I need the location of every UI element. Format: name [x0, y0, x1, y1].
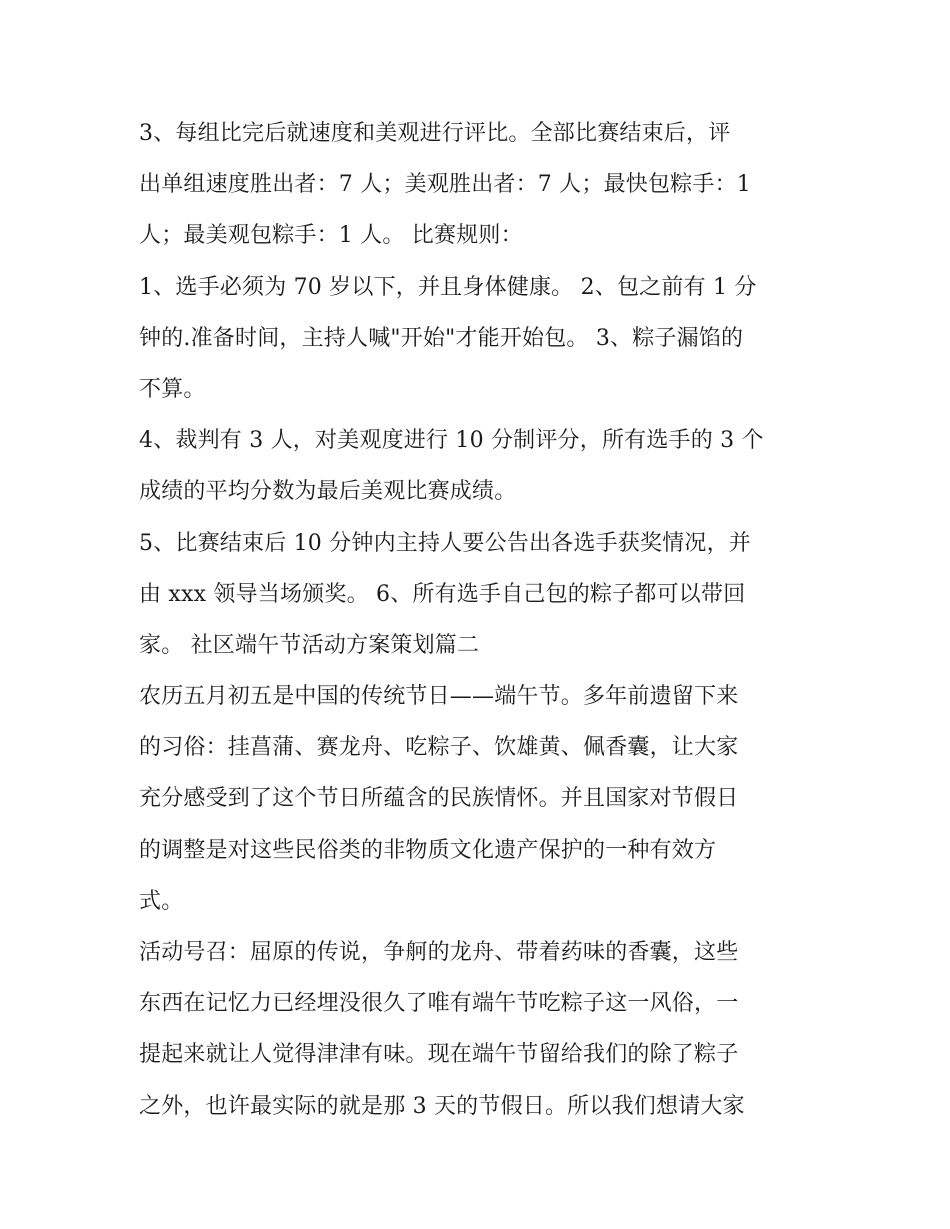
text-line: 由 xxx 领导当场颁奖。 6、所有选手自己包的粽子都可以带回 [139, 581, 746, 607]
text-line: 人；最美观包粽手：1 人。 比赛规则： [139, 223, 523, 249]
text-line: 的调整是对这些民俗类的非物质文化遗产保护的一种有效方 [139, 837, 717, 863]
text-line: 式。 [139, 888, 184, 914]
text-line: 钟的.准备时间，主持人喊"开始"才能开始包。 3、粽子漏馅的 [139, 325, 744, 351]
text-line: 出单组速度胜出者：7 人；美观胜出者：7 人；最快包粽手：1 [139, 172, 751, 198]
text-line: 农历五月初五是中国的传统节日——端午节。多年前遗留下来 [139, 684, 739, 710]
text-line: 成绩的平均分数为最后美观比赛成绩。 [139, 479, 517, 505]
text-line: 之外，也许最实际的就是那 3 天的节假日。所以我们想请大家 [139, 1093, 745, 1119]
text-line: 活动号召：屈原的传说，争舸的龙舟、带着药味的香囊，这些 [139, 940, 739, 965]
document-body [139, 108, 811, 1132]
text-line: 家。 社区端午节活动方案策划篇二 [139, 632, 480, 658]
text-line: 5、比赛结束后 10 分钟内主持人要公告出各选手获奖情况，并 [139, 530, 751, 556]
text-line: 提起来就让人觉得津津有味。现在端午节留给我们的除了粽子 [139, 1042, 739, 1068]
text-line: 4、裁判有 3 人，对美观度进行 10 分制评分，所有选手的 3 个 [139, 428, 764, 454]
text-line: 充分感受到了这个节日所蕴含的民族情怀。并且国家对节假日 [139, 786, 739, 812]
text-line: 3、每组比完后就速度和美观进行评比。全部比赛结束后，评 [139, 121, 731, 146]
text-line: 1、选手必须为 70 岁以下，并且身体健康。 2、包之前有 1 分 [139, 274, 757, 300]
text-line: 的习俗：挂菖蒲、赛龙舟、吃粽子、饮雄黄、佩香囊，让大家 [139, 735, 739, 761]
text-line: 不算。 [139, 376, 206, 402]
text-line: 东西在记忆力已经埋没很久了唯有端午节吃粽子这一风俗，一 [139, 991, 739, 1017]
